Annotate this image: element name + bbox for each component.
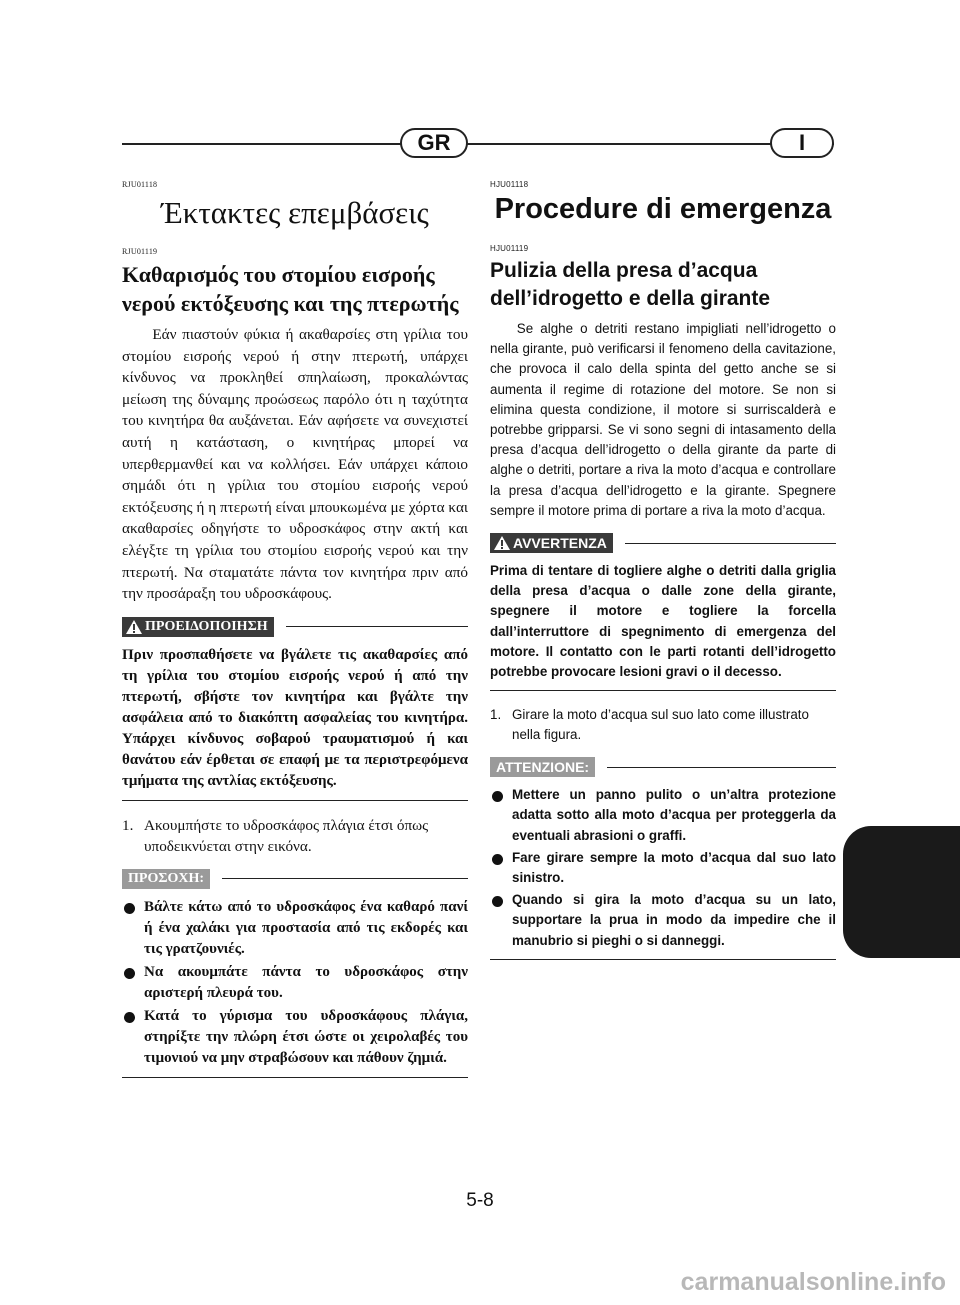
chapter-tab — [843, 826, 960, 958]
warning-header — [122, 617, 468, 637]
list-item-text: Βάλτε κάτω από το υδροσκάφος ένα καθαρό πανί ή ένα χαλάκι για προστασία από τις εκδορές και τις γρατζουνιές. — [144, 898, 468, 957]
warning-header — [490, 533, 836, 553]
warning-rule — [625, 543, 836, 544]
caution-rule — [607, 767, 836, 768]
page-number: 5-8 — [466, 1190, 494, 1211]
warning-badge — [122, 617, 274, 637]
caution-list — [490, 785, 836, 951]
warning-label: ΠΡΟΕΙΔΟΠΟΙΗΣΗ — [145, 618, 268, 634]
step-item — [122, 815, 468, 857]
subsection-code: RJU01119 — [122, 247, 158, 256]
list-item — [490, 785, 836, 846]
step-text: Girare la moto d’acqua sul suo lato come illustrato nella figura. — [512, 707, 809, 743]
warning-triangle-icon — [494, 536, 510, 550]
caution-label: ΠΡΟΣΟΧΗ: — [122, 869, 210, 889]
caution-header — [490, 757, 836, 777]
header-rule — [122, 143, 834, 145]
greek-column — [122, 180, 468, 1088]
section-code: HJU01118 — [490, 180, 529, 189]
warning-text: Πριν προσπαθήσετε να βγάλετε τις ακαθαρσίες από τη γρίλια του στομίου εισροής νερού ή από την πτερωτή, σβήστε τον κινητήρα και βγάλτε την ασφάλεια από το διακόπτη ασφαλείας του κινητήρα. Υπάρχει κίνδυνος σοβαρού τραυματισμού ή και θανάτου εάν έρθεται σε επαφή με τα περιστρεφόμενα τμήματα της αντλίας εκτόξευσης. — [122, 646, 468, 789]
bullet-icon — [492, 896, 503, 907]
list-item-text: Να ακουμπάτε πάντα το υδροσκάφος στην αριστερή πλευρά του. — [144, 963, 468, 1001]
subsection-code: HJU01119 — [490, 244, 529, 253]
section-code: RJU01118 — [122, 180, 158, 189]
bullet-icon — [492, 791, 503, 802]
step-number: 1. — [490, 707, 502, 723]
warning-rule — [286, 626, 468, 627]
caution-header — [122, 869, 468, 889]
bullet-icon — [492, 854, 503, 865]
list-item — [122, 1006, 468, 1069]
language-badge-i: I — [770, 128, 834, 158]
warning-label: AVVERTENZA — [513, 535, 607, 552]
bullet-icon — [124, 1012, 135, 1023]
body-paragraph: Se alghe o detriti restano impigliati nell’idrogetto o nella girante, può verificarsi il fenomeno della cavitazione, che provoca il calo della spinta del getto anche se si aumenta il regime di rotazione del motore. Se non si elimina questa condizione, il motore si surriscalderà e potrebbe gripparsi. Se vi sono segni di intasamento della presa d’acqua dell’idrogetto o della girante da parte di alghe o detriti, portare a riva la moto d’acqua e controllare la presa d’acqua dell’idrogetto e la girante. Spegnere sempre il motore prima di portare a riva la moto d’acqua. — [490, 321, 836, 518]
list-item — [122, 897, 468, 960]
section-title: Έκτακτες επεμβάσεις — [161, 195, 429, 230]
caution-list — [122, 897, 468, 1069]
warning-end-rule — [122, 800, 468, 801]
caution-label: ATTENZIONE: — [490, 757, 595, 777]
caution-end-rule — [122, 1077, 468, 1078]
list-item-text: Mettere un panno pulito o un’altra protezione adatta sotto alla moto d’acqua per proteggerla da eventuali abrasioni o graffi. — [512, 787, 836, 843]
step-item — [490, 705, 836, 745]
list-item — [490, 890, 836, 951]
caution-rule — [222, 878, 468, 879]
list-item-text: Quando si gira la moto d’acqua su un lato, supportare la prua in modo da impedire che il manubrio si pieghi o si danneggi. — [512, 892, 836, 948]
list-item-text: Fare girare sempre la moto d’acqua dal suo lato sinistro. — [512, 849, 836, 886]
italian-column — [490, 180, 836, 970]
warning-end-rule — [490, 690, 836, 691]
list-item-text: Κατά το γύρισμα του υδροσκάφους πλάγια, στηρίξτε την πλώρη έτσι ώστε οι χειρολαβές του τιμονιού να μην στραβώσουν και πάθουν ζημιά. — [144, 1007, 468, 1066]
step-number: 1. — [122, 816, 134, 834]
language-badge-gr: GR — [400, 128, 468, 158]
warning-triangle-icon — [126, 620, 142, 634]
list-item — [490, 848, 836, 888]
section-title: Procedure di emergenza — [494, 193, 832, 225]
warning-text: Prima di tentare di togliere alghe o detriti dalla griglia della presa d’acqua o dalle zone della girante, spegnere il motore e togliere la forcella dall’interruttore di spegnimento di emergenza del motore. Il contatto con le parti rotanti dell’idrogetto potrebbe provocare lesioni gravi o il decesso. — [490, 563, 836, 680]
list-item — [122, 962, 468, 1004]
bullet-icon — [124, 903, 135, 914]
body-paragraph: Εάν πιαστούν φύκια ή ακαθαρσίες στη γρίλια του στομίου εισροής νερού ή στην πτερωτή, υπάρχει κίνδυνος να προκληθεί σπηλαίωση, προκαλώντας μείωση της δύναμης προώσεως παρόλο ότι η ταχύτητα του κινητήρα θα αυξάνεται. Εάν αφήσετε να συνεχιστεί αυτή η κατάσταση, ο κινητήρας μπορεί να υπερθερμανθεί και να κολλήσει. Εάν υπάρχει κάποιο σημάδι ότι η γρίλια του στομίου εισροής νερού εκτόξευσης ή η πτερωτή είναι μπουκωμένα με χόρτα και ακαθαρσίες οδηγήστε το υδροσκάφος στην ακτή και ελέγξτε τη γρίλια του στομίου εισροής νερού και την πτερωτή. Να σταματάτε πάντα τον κινητήρα πριν από την προσάραξη του υδροσκάφους. — [122, 326, 468, 603]
warning-badge — [490, 533, 613, 553]
subsection-title: Καθαρισμός του στομίου εισροής νερού εκτόξευσης και της πτερωτής — [122, 262, 459, 316]
subsection-title: Pulizia della presa d’acqua dell’idrogetto e della girante — [490, 259, 771, 310]
step-text: Ακουμπήστε το υδροσκάφος πλάγια έτσι όπως υποδεικνύεται στην εικόνα. — [144, 816, 429, 855]
caution-end-rule — [490, 959, 836, 960]
watermark: carmanualsonline.info — [680, 1268, 946, 1296]
bullet-icon — [124, 968, 135, 979]
